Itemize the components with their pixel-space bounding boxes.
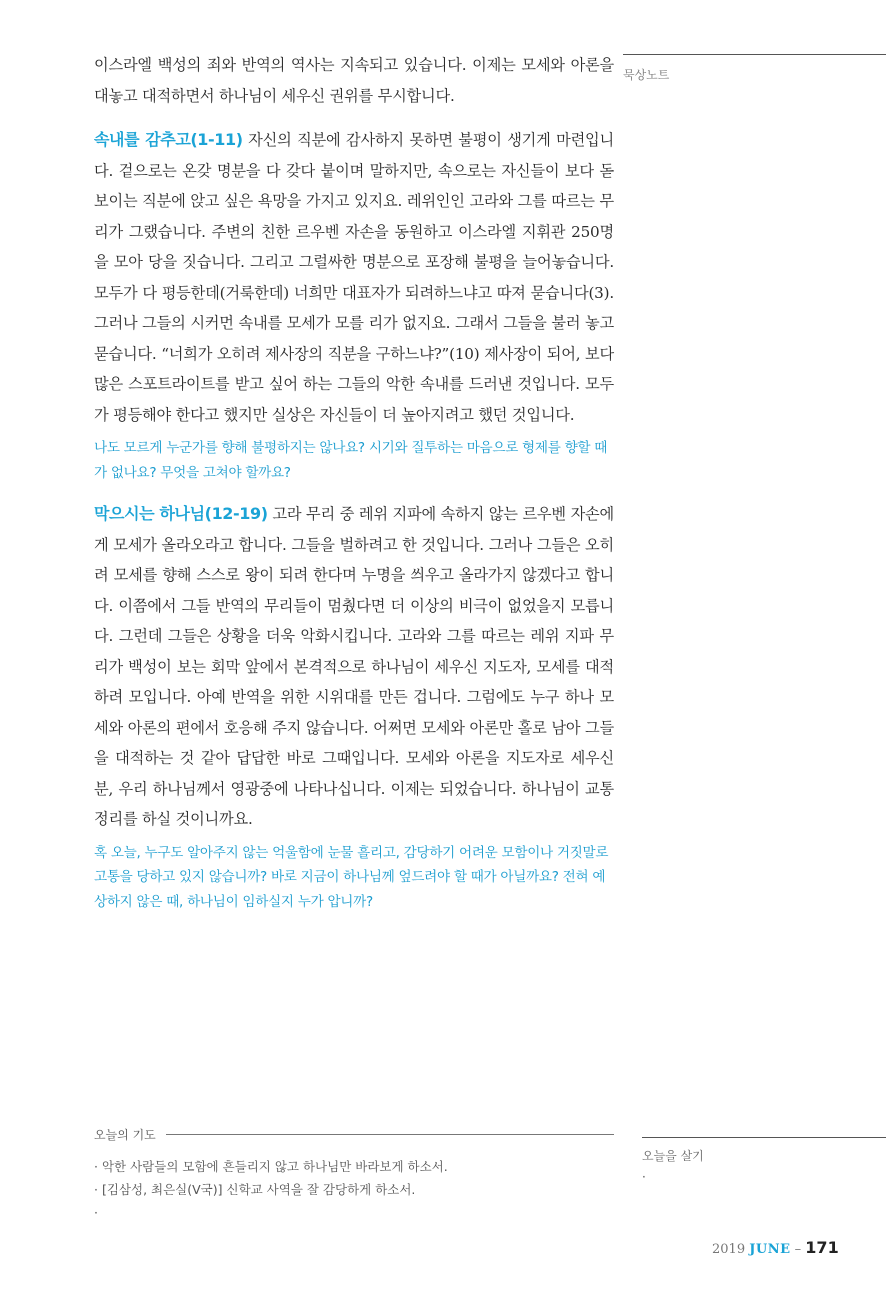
bullet-dot: · xyxy=(94,1159,98,1174)
prayer-item xyxy=(94,1178,614,1201)
prayer-header xyxy=(94,1126,614,1143)
reflection-question-1: 나도 모르게 누군가를 향해 불평하지는 않나요? 시기와 질투하는 마음으로 형제를 향할 때가 없나요? 무엇을 고쳐야 할까요? xyxy=(94,440,608,481)
section-text-1: 자신의 직분에 감사하지 못하면 불평이 생기게 마련입니다. 겉으로는 온갖 명분을 다 갖다 붙이며 말하지만, 속으로는 자신들이 보다 돋보이는 직분에 앉고 싶은 욕망을 가지고 있지요. 레위인인 고라와 그를 따르는 무리가 그랬습니다. 주변의 친한 르우벤 자손을 동원하고 이스라엘 지휘관 250명을 모아 당을 짓습니다. 그리고 그럴싸한 명분으로 포장해 불평을 늘어놓습니다. 모두가 다 평등한데(거룩한데) 너희만 대표자가 되려하느냐고 따져 묻습니다(3). 그러나 그들의 시커먼 속내를 모세가 모를 리가 없지요. 그래서 그들을 불러 놓고 묻습니다. “너희가 오히려 제사장의 직분을 구하느냐?”(10) 제사장이 되어, 보다 많은 스포트라이트를 받고 싶어 하는 그들의 악한 속내를 드러낸 것입니다. 모두가 평등해야 한다고 했지만 실상은 자신들이 더 높아지려고 했던 것입니다. xyxy=(94,131,614,424)
todays-prayer-section xyxy=(94,1126,614,1224)
section-heading-2: 막으시는 하나님(12-19) xyxy=(94,504,268,523)
meditation-notes-sidebar xyxy=(623,54,886,83)
bullet-dot: · xyxy=(94,1205,98,1220)
section-paragraph-2 xyxy=(94,499,614,835)
footer-year: 2019 xyxy=(712,1242,746,1257)
bullet-dot: · xyxy=(642,1170,646,1184)
prayer-list xyxy=(94,1155,614,1224)
section-paragraph-1 xyxy=(94,125,614,430)
reflection-question-2: 혹 오늘, 누구도 알아주지 않는 억울함에 눈물 흘리고, 감당하기 어려운 모함이나 거짓말로 고통을 당하고 있지 않습니까? 바로 지금이 하나님께 엎드려야 할 때가 아닐까요? 전혀 예상하지 않은 때, 하나님이 임하실지 누가 압니까? xyxy=(94,844,609,910)
prayer-item xyxy=(94,1155,614,1178)
section-heading-1: 속내를 감추고(1-11) xyxy=(94,130,243,149)
prayer-item-text: [김삼성, 최은실(V국)] 신학교 사역을 잘 감당하게 하소서. xyxy=(101,1182,416,1197)
page-footer xyxy=(712,1238,842,1257)
prayer-item-text: 악한 사람들의 모함에 흔들리지 않고 하나님만 바라보게 하소서. xyxy=(101,1159,448,1174)
living-today-divider xyxy=(642,1137,886,1138)
section-text-2: 고라 무리 중 레위 지파에 속하지 않는 르우벤 자손에게 모세가 올라오라고 합니다. 그들을 벌하려고 한 것입니다. 그러나 그들은 오히려 모세를 향해 스스로 왕이 되려 한다며 누명을 씌우고 올라가지 않겠다고 합니다. 이쯤에서 그들 반역의 무리들이 멈췄다면 더 이상의 비극이 없었을지 모릅니다. 그런데 그들은 상황을 더욱 악화시킵니다. 고라와 그를 따르는 레위 지파 무리가 백성이 보는 회막 앞에서 본격적으로 하나님이 세우신 지도자, 모세를 대적하려 모입니다. 아예 반역을 위한 시위대를 만든 겁니다. 그럼에도 누구 하나 모세와 아론의 편에서 호응해 주지 않습니다. 어쩌면 모세와 아론만 홀로 남아 그들을 대적하는 것 같아 답답한 바로 그때입니다. 모세와 아론을 지도자로 세우신 분, 우리 하나님께서 영광중에 나타나십니다. 이제는 되었습니다. 하나님이 교통정리를 하실 것이니까요. xyxy=(94,505,615,828)
prayer-item xyxy=(94,1201,614,1224)
prayer-divider xyxy=(166,1134,614,1135)
main-text-column xyxy=(94,50,614,928)
prayer-title: 오늘의 기도 xyxy=(94,1128,156,1142)
meditation-notes-label: 묵상노트 xyxy=(623,68,670,82)
living-today-section xyxy=(642,1137,886,1184)
intro-paragraph: 이스라엘 백성의 죄와 반역의 역사는 지속되고 있습니다. 이제는 모세와 아론을 대놓고 대적하면서 하나님이 세우신 권위를 무시합니다. xyxy=(94,56,614,105)
bullet-dot: · xyxy=(94,1182,98,1197)
footer-dash: – xyxy=(794,1242,802,1257)
footer-month: JUNE xyxy=(749,1242,791,1257)
living-today-title: 오늘을 살기 xyxy=(642,1149,704,1163)
page-number: 171 xyxy=(805,1238,839,1257)
